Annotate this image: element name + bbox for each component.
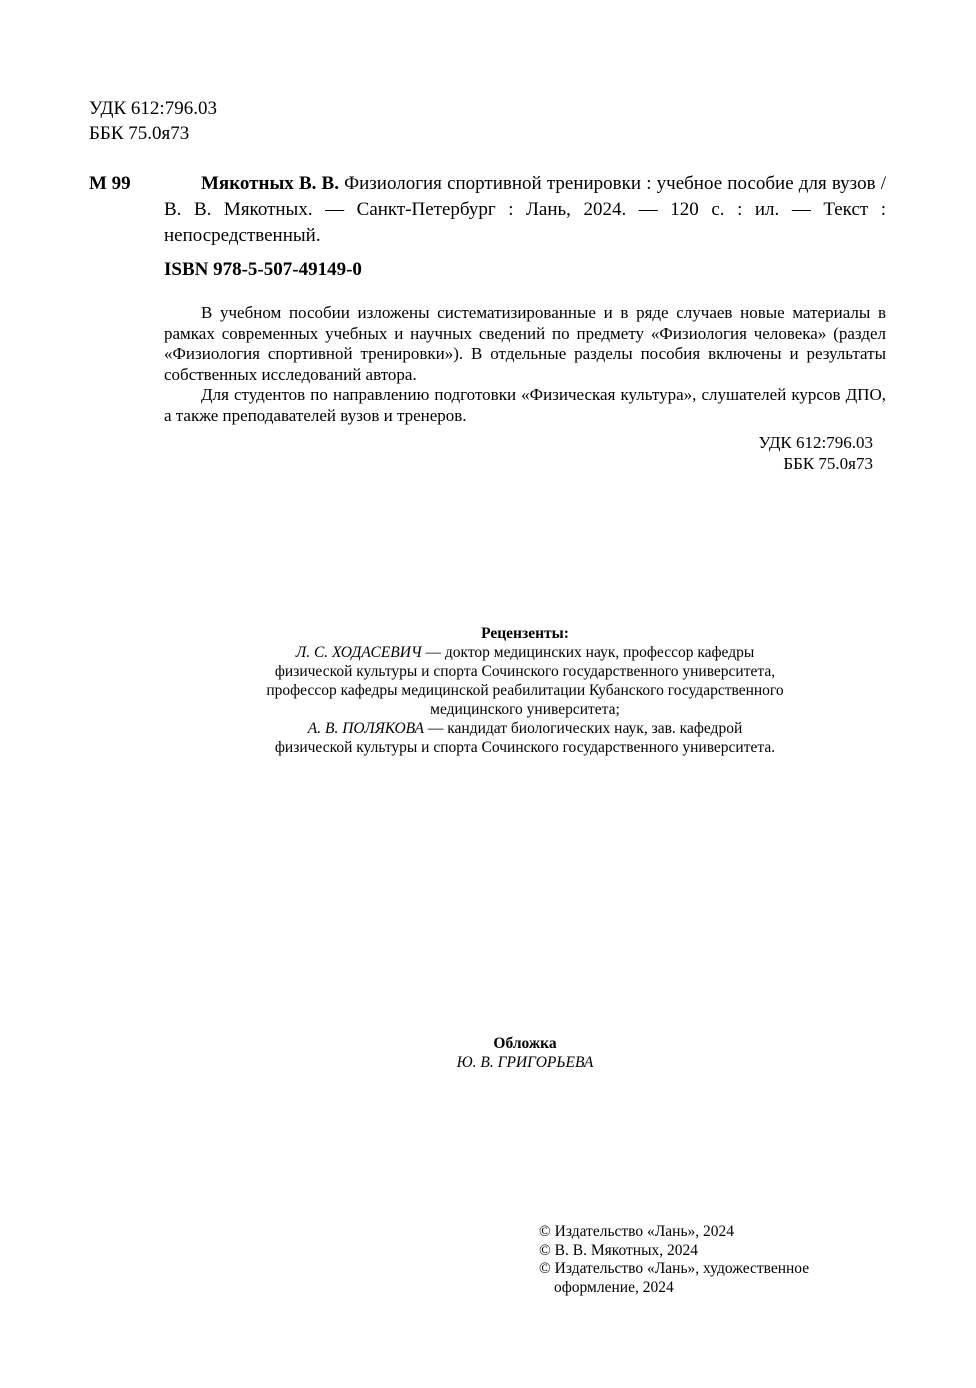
author-name: Мякотных В. В.	[201, 173, 339, 194]
copyright-line: © Издательство «Лань», 2024	[539, 1223, 735, 1240]
bbk-code: ББК 75.0я73	[89, 123, 190, 144]
reviewers-block: Рецензенты: Л. С. ХОДАСЕВИЧ — доктор медицинских наук, профессор кафедры физической культуры и спорта Сочинского государственного университета, профессор кафедры медицинской реабилитации Кубанского государственного медицинского университета; А. В. ПОЛЯКОВА — кандидат биологических наук, зав. кафедрой физической культуры и спорта Сочинского государственного университета.	[150, 624, 900, 757]
reviewer-entry: А. В. ПОЛЯКОВА — кандидат биологических наук, зав. кафедрой	[307, 720, 743, 737]
bbk-code: ББК 75.0я73	[783, 453, 873, 473]
udk-code: УДК 612:796.03	[758, 433, 873, 452]
top-classification-codes	[89, 96, 217, 146]
annotation	[164, 303, 886, 426]
bibliographic-record	[164, 171, 886, 249]
copyright-block	[539, 1223, 879, 1297]
cover-credit	[300, 1034, 750, 1072]
bibliographic-description: Физиология спортивной тренировки : учебное пособие для вузов / В. В. Мякотных. — Санкт-Петербург : Лань, 2024. — 120 с. : ил. — Текст : непосредственный.	[164, 173, 886, 246]
right-classification-codes	[700, 433, 873, 474]
cover-designer: Ю. В. ГРИГОРЬЕВА	[456, 1054, 594, 1071]
isbn: ISBN 978-5-507-49149-0	[164, 259, 362, 280]
annotation-paragraph: Для студентов по направлению подготовки «Физическая культура», слушателей курсов ДПО, а также преподавателей вузов и тренеров.	[164, 385, 886, 425]
reviewer-name: А. В. ПОЛЯКОВА	[307, 720, 424, 737]
cover-heading: Обложка	[493, 1035, 557, 1052]
reviewer-entry: Л. С. ХОДАСЕВИЧ — доктор медицинских наук, профессор кафедры	[295, 644, 755, 661]
udk-code: УДК 612:796.03	[89, 98, 217, 119]
copyright-line: © В. В. Мякотных, 2024	[539, 1241, 699, 1259]
copyright-line: © Издательство «Лань», художественное	[539, 1260, 810, 1277]
copyright-line: оформление, 2024	[554, 1278, 674, 1296]
reviewers-heading: Рецензенты:	[481, 625, 569, 642]
author-cipher: М 99	[89, 173, 131, 194]
annotation-paragraph: В учебном пособии изложены систематизированные и в ряде случаев новые материалы в рамках современных учебных и научных сведений по предмету «Физиология человека» (раздел «Физиология спортивной тренировки»). В отдельные разделы пособия включены и результаты собственных исследований автора.	[164, 303, 886, 384]
reviewer-name: Л. С. ХОДАСЕВИЧ	[295, 644, 422, 661]
